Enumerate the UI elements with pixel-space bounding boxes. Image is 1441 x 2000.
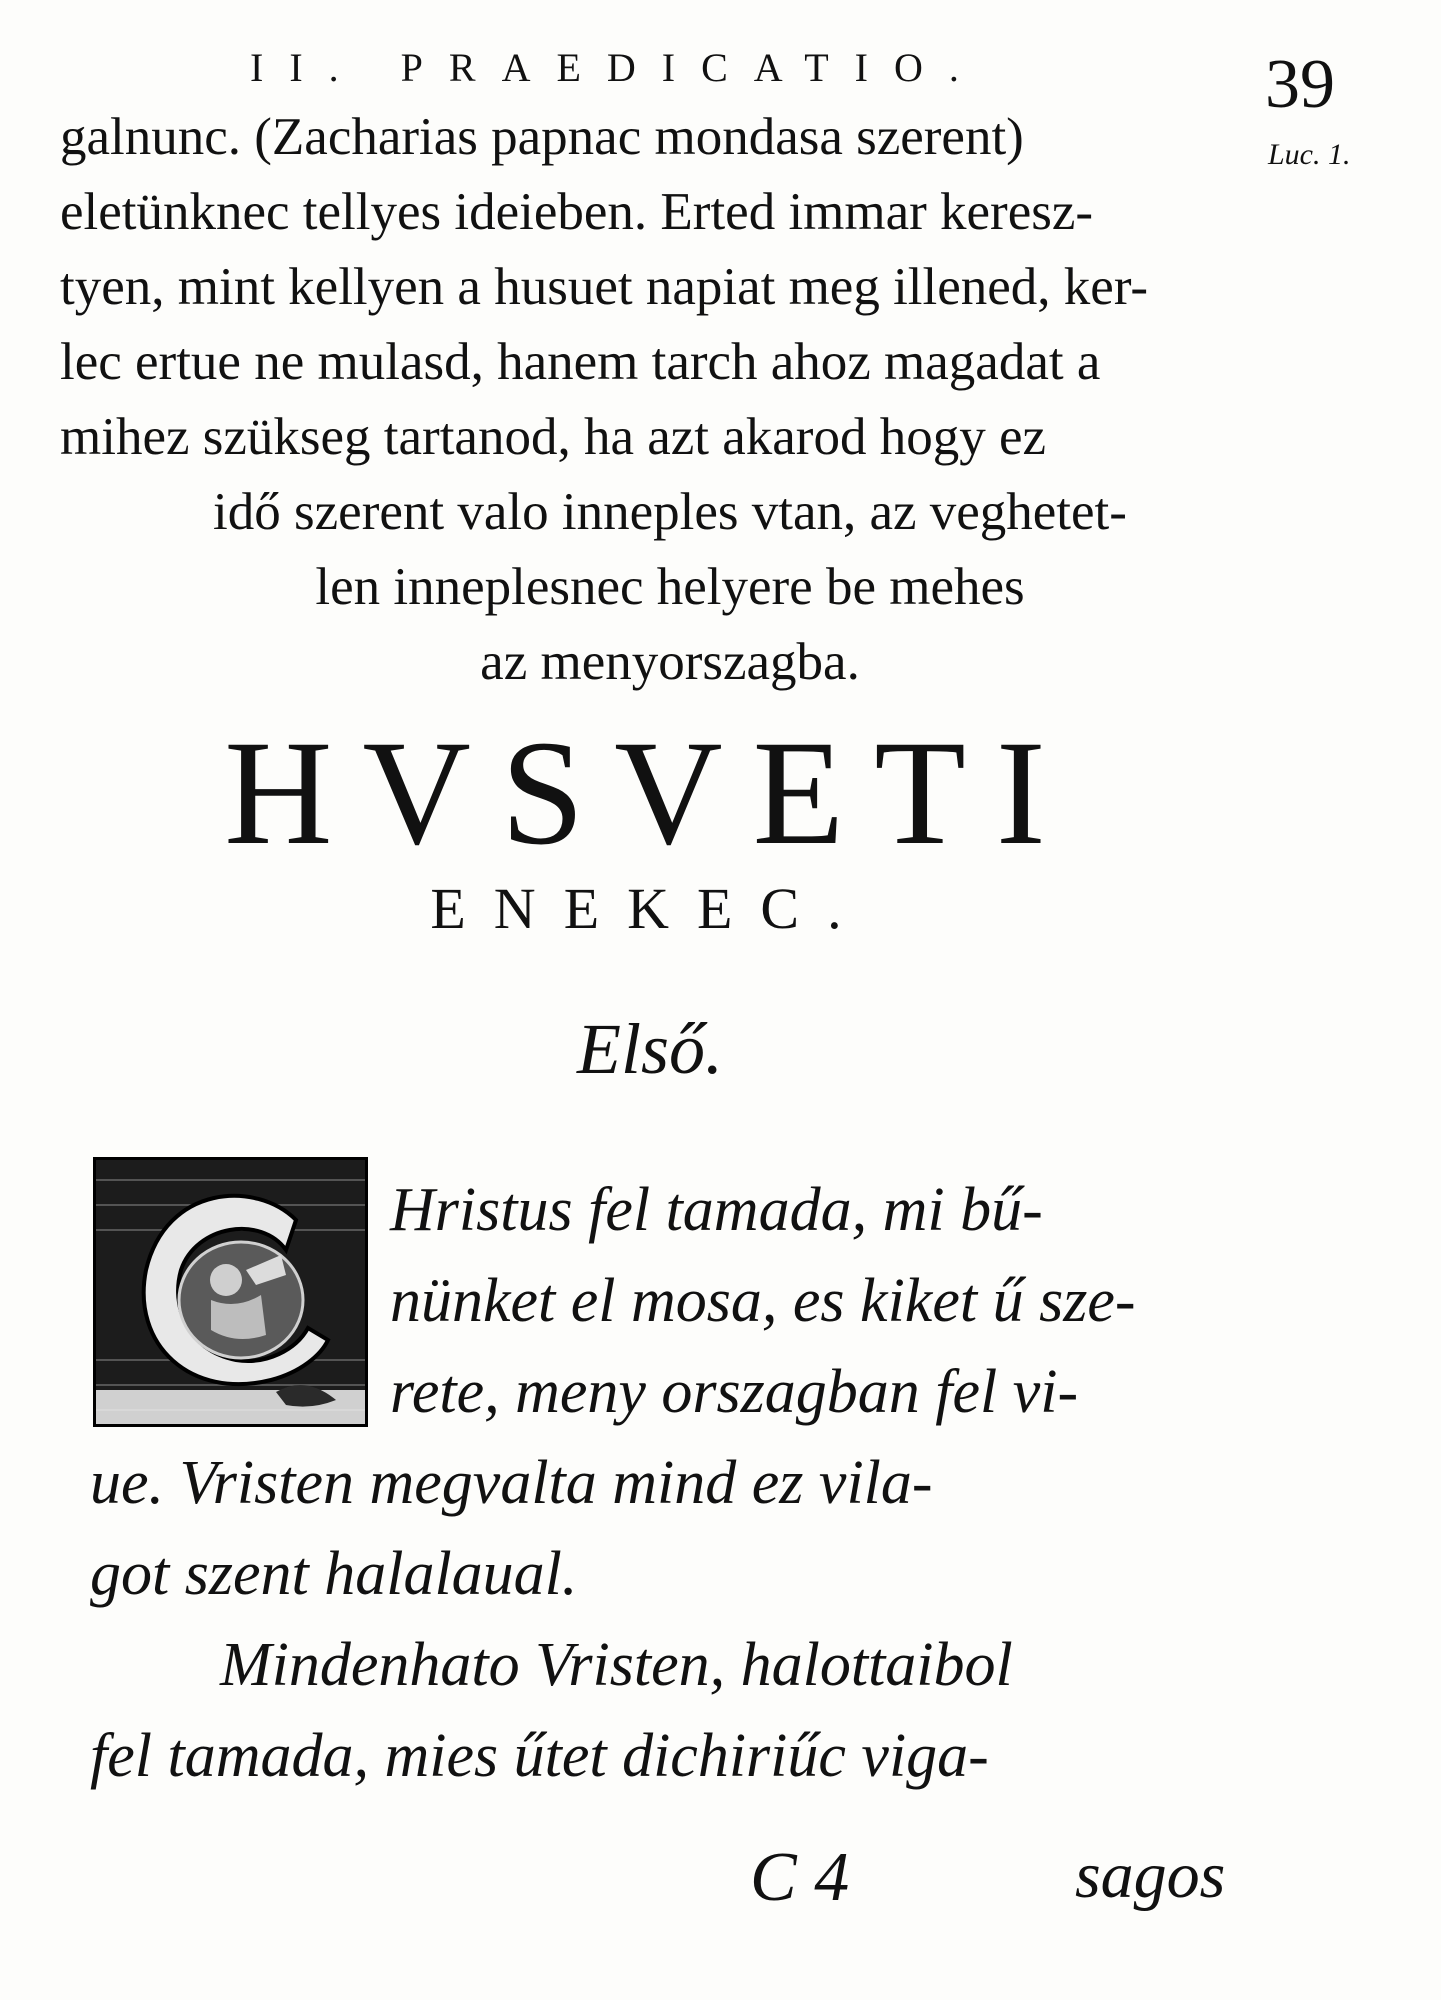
hymn-title: HVSVETI: [224, 710, 1076, 876]
hymn-line: fel tamada, mies űtet dichiriűc viga-: [90, 1722, 989, 1790]
hymn-line: Mindenhato Vristen, halottaibol: [220, 1631, 1013, 1699]
hymn-subtitle: ENEKEC.: [430, 876, 870, 941]
margin-note: Luc. 1.: [1268, 138, 1351, 171]
hymn-line: Hristus fel tamada, mi bű-: [390, 1176, 1043, 1244]
prose-line: len inneplesnec helyere be mehes: [315, 558, 1025, 616]
prose-line: galnunc. (Zacharias papnac mondasa szerent): [60, 108, 1024, 166]
prose-line: lec ertue ne mulasd, hanem tarch ahoz magadat a: [60, 333, 1101, 391]
prose-line: tyen, mint kellyen a husuet napiat meg illened, ker-: [60, 258, 1149, 316]
hymn-text: [90, 1165, 1270, 1802]
catchword: sagos: [1075, 1839, 1226, 1912]
hymn-line: nünket el mosa, es kiket ű sze-: [390, 1267, 1136, 1335]
sermon-text: [60, 100, 1280, 700]
hymn-line: ue. Vristen megvalta mind ez vila-: [90, 1449, 933, 1517]
prose-line: mihez szükseg tartanod, ha azt akarod hogy ez: [60, 408, 1046, 466]
prose-line: az menyorszagba.: [480, 633, 860, 691]
prose-line: eletünknec tellyes ideieben. Erted immar keresz-: [60, 183, 1094, 241]
hymn-line: rete, meny orszagban fel vi-: [390, 1358, 1079, 1426]
running-head: II. PRAEDICATIO.: [250, 45, 985, 90]
page-number: 39: [1265, 46, 1335, 123]
signature-mark: C 4: [750, 1839, 850, 1916]
hymn-line: got szent halalaual.: [90, 1540, 578, 1608]
hymn-section-label: Első.: [576, 1009, 723, 1089]
prose-line: idő szerent valo inneples vtan, az veghetet-: [213, 483, 1127, 541]
